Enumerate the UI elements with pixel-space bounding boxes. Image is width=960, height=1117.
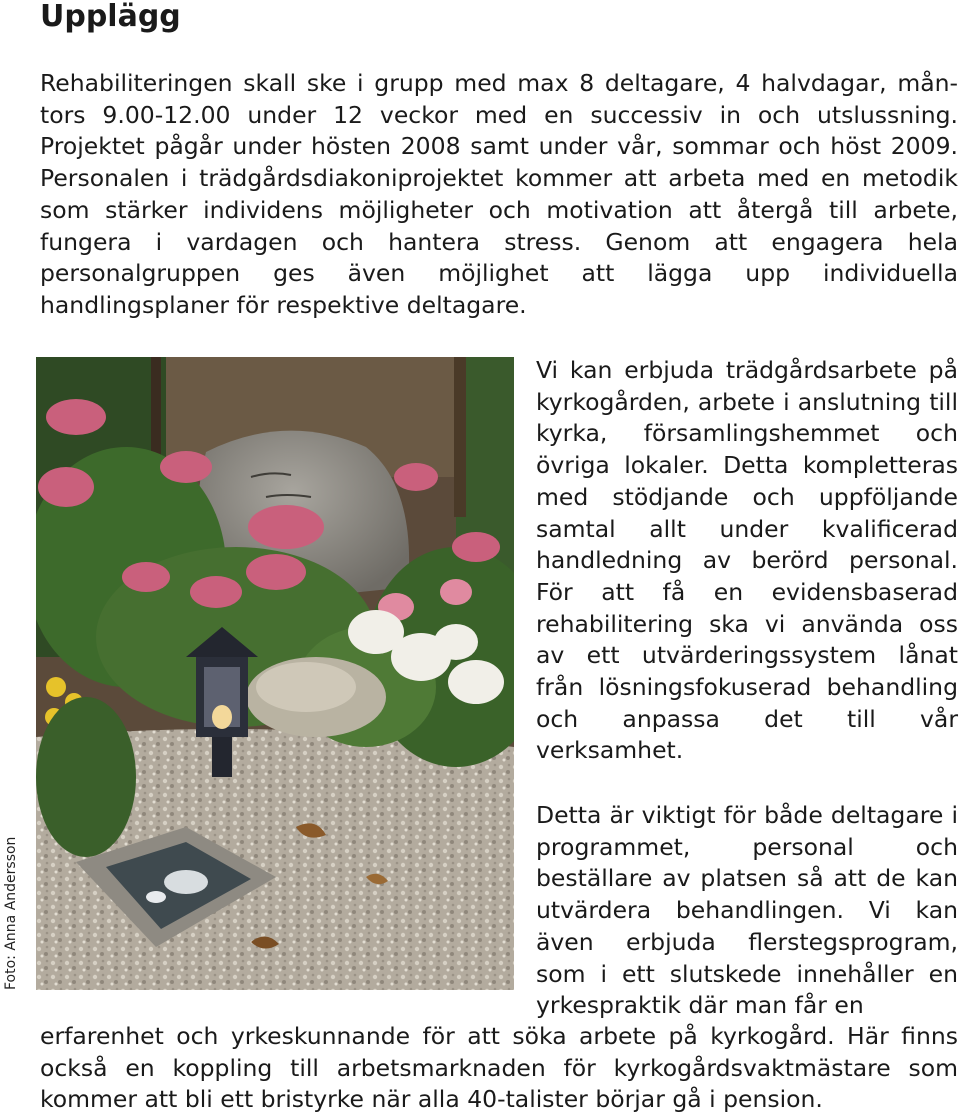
labour-market-paragraph: erfarenhet och yrkeskunnande för att söka arbete på kyrkogård. Här finns också en koppling till arbetsmarknaden för kyrkogårdsvaktmästare som kommer att bli ett bristyrke när alla 40-talister börjar gå i pension. (40, 1022, 958, 1114)
section-heading: Upplägg (40, 0, 181, 34)
intro-paragraph: Rehabiliteringen skall ske i grupp med max 8 deltagare, 4 halvdagar, mån-tors 9.00-12.00 under 12 veckor med en successiv in och utslussning. Projektet pågår under hösten 2008 samt under vår, sommar och höst 2009. Personalen i trädgårdsdiakoniprojektet kommer att arbeta med en metodik som stärker individens möjligheter och motivation att återgå till arbete, fungera i vardagen och hantera stress. Genom att engagera hela personalgruppen ges även möjlighet att lägga upp individuella handlingsplaner för respektive deltagare. (40, 69, 958, 319)
photo-credit-text: Foto: Anna Andersson (3, 836, 19, 990)
grave-garden-photo (36, 357, 514, 990)
evaluation-paragraph: Detta är viktigt för både deltagare i programmet, personal och beställare av platsen så att de kan utvärdera behandlingen. Vi kan även erbjuda flerstegsprogram, som i ett slutskede innehåller en yrkespraktik där man får en (536, 801, 958, 1020)
offer-paragraph: Vi kan erbjuda trädgårdsarbete på kyrkogården, arbete i anslutning till kyrka, församlingshemmet och övriga lokaler. Detta kompletteras med stödjande och uppföljande samtal allt under kvalificerad handledning av berörd personal. För att få en evidensbaserad rehabilitering ska vi använda oss av ett utvärderingssystem lånat från lösningsfokuserad behandling och anpassa det till vår verksamhet. (536, 356, 958, 765)
